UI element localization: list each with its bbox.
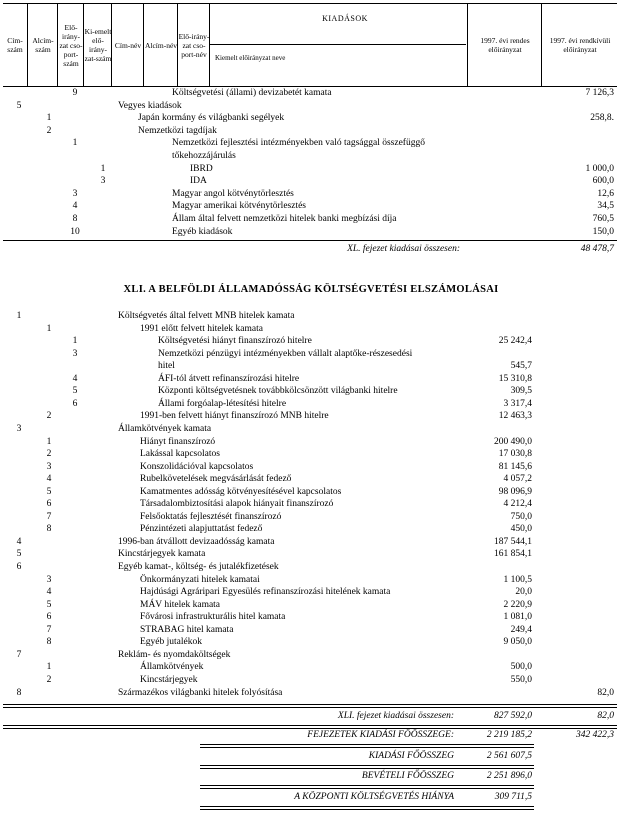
row-code-c2: 2 [46,411,52,422]
row-label: Származékos világbanki hitelek folyósítása [118,687,283,698]
row-amount-rendes: 500,0 [510,662,532,673]
row-label: Kamatmentes adósság kötvényesítésével kapcsolatos [140,486,342,497]
row-code-c2: 3 [46,461,52,472]
row-label: ÁFI-tól átvett refinanszírozási hitelre [158,373,300,384]
row-label: Hiányt finanszírozó [140,436,216,447]
summary-amount-rendes: 2 251 896,0 [486,771,532,781]
row-code-c2: 4 [46,474,52,485]
row-label: MÁV hitelek kamata [140,599,221,610]
row-code-c2: 7 [46,511,52,522]
summary-underline [200,785,534,789]
row-label: Magyar angol kötvénytörlesztés [172,188,294,199]
header-alcimnev: Alcím-név [143,4,178,86]
row-label: Nemzetközi tagdíjak [138,125,217,136]
row-amount-rendes: 98 096,9 [498,486,532,497]
summary-underline [200,744,534,748]
row-amount-rendes: 161 854,1 [494,549,532,560]
row-code-c3: 4 [72,373,78,384]
xli-section-title: XLI. A BELFÖLDI ÁLLAMADÓSSÁG KÖLTSÉGVETÉSI ELSZÁMOLÁSAI [123,284,499,295]
row-code-c2: 3 [46,574,52,585]
row-label: 1991-ben felvett hiányt finanszírozó MNB hitelre [140,411,329,422]
row-code-c2: 1 [46,323,52,334]
row-code-c3: 3 [72,348,78,359]
row-label: 1996-ban átvállott devizaadósság kamata [118,536,275,547]
summary-amount-rendkivuli: 342 422,3 [576,730,614,740]
row-label: IBRD [190,163,213,174]
row-code-c1: 8 [16,687,22,698]
summary-label: BEVÉTELI FŐÖSSZEG [361,771,454,781]
row-amount-rendkivuli: 7 126,3 [585,88,614,98]
row-label: Költségvetési (állami) devizabetét kamata [172,88,332,98]
row-code-c2: 1 [46,662,52,673]
header-cimszam: Cím-szám [7,36,23,54]
row-code-c1: 5 [16,549,22,560]
summary-amount-rendes: 2 219 185,2 [486,730,532,740]
row-label: tőkehozzájárulás [172,151,236,161]
row-label: Hajdúsági Agráripari Egyesülés refinanszírozási hitelének kamata [140,587,391,598]
row-amount-rendkivuli: 258,8. [590,113,614,124]
row-label: IDA [190,176,207,187]
row-amount-rendes: 12 463,3 [498,411,532,422]
row-label: Egyéb kiadások [172,226,233,237]
row-amount-rendes: 4 057,2 [503,474,532,485]
summary-label: FEJEZETEK KIADÁSI FŐÖSSZEGE: [307,730,454,740]
row-label: Lakással kapcsolatos [140,449,220,460]
row-amount-rendes: 15 310,8 [498,373,532,384]
row-code-c3: 10 [70,226,80,237]
header-kiadasok: KIADÁSOK [322,14,368,23]
row-label: Nemzetközi pénzügyi intézményekben vállalt alaptőke-részesedési [158,348,413,359]
summary-label: KIADÁSI FŐÖSSZEG [368,750,454,761]
summary-amount-rendes: 2 561 607,5 [486,750,532,761]
row-label: Központi költségvetésnek továbbkölcsönzött világbanki hitelre [158,386,398,397]
row-code-c3: 9 [72,88,78,98]
row-code-c3: 1 [72,336,78,347]
row-label: Pénzintézeti alapjuttatást fedező [140,524,263,535]
header-divider [210,44,466,45]
row-label: 1991 előtt felvett hitelek kamata [140,323,263,334]
row-amount-rendkivuli: 12,6 [597,188,614,199]
row-amount-rendkivuli: 600,0 [592,176,614,187]
row-code-c2: 6 [46,499,52,510]
header-rendkivuli: 1997. évi rendkívüli előirányzat [541,4,618,86]
row-code-c3: 5 [72,386,78,397]
row-amount-rendes: 200 490,0 [494,436,532,447]
summary-label: A KÖZPONTI KÖLTSÉGVETÉS HIÁNYA [294,791,454,802]
row-amount-rendes: 2 220,9 [503,599,532,610]
header-rendes: 1997. évi rendes előirányzat [467,4,542,86]
row-code-c4: 3 [100,176,106,187]
row-amount-rendes: 25 242,4 [498,336,532,347]
row-amount-rendes: 187 544,1 [494,536,532,547]
row-label: Költségvetés által felvett MNB hitelek kamata [118,311,295,321]
row-label: Magyar amerikai kötvénytörlesztés [172,201,307,212]
row-label: Állami forgóalap-létesítési hitelre [158,398,287,409]
header-eloiranyzat-csoportnev: Elő-irány-zat cso-port-név [177,4,210,86]
row-code-c2: 8 [46,524,52,535]
row-amount-rendes: 450,0 [510,524,532,535]
row-code-c2: 1 [46,113,52,124]
row-code-c2: 2 [46,674,52,685]
row-amount-rendkivuli: 1 000,0 [585,163,614,174]
row-label: Nemzetközi fejlesztési intézményekben való tagsággal összefüggő [172,138,425,149]
row-code-c2: 8 [46,637,52,648]
row-code-c2: 7 [46,624,52,635]
row-code-c2: 1 [46,436,52,447]
row-label: Konszolidációval kapcsolatos [140,461,254,472]
row-code-c1: 7 [16,649,22,660]
xl-total-rule [3,240,617,241]
row-code-c1: 6 [16,562,22,572]
row-label: Japán kormány és világbanki segélyek [138,113,285,124]
row-code-c2: 4 [46,587,52,598]
row-code-c1: 3 [16,423,22,434]
row-amount-rendkivuli: 82,0 [597,687,614,698]
row-code-c2: 6 [46,612,52,623]
row-code-c1: 5 [16,100,22,111]
summary-underline [200,806,534,810]
row-label: Felsőoktatás fejlesztését finanszírozó [140,511,282,522]
row-amount-rendes: 309,5 [510,386,532,397]
row-label: Társadalombiztosítási alapok hiányait finanszírozó [140,499,334,510]
row-label: Fővárosi infrastrukturális hitel kamata [140,612,286,623]
table-header [3,3,617,87]
row-code-c4: 1 [100,163,106,174]
row-code-c2: 2 [46,449,52,460]
row-amount-rendes: 249,4 [510,624,532,635]
row-amount-rendes: 9 050,0 [503,637,532,648]
xli-total-rule [3,704,617,708]
row-amount-rendes: 17 030,8 [498,449,532,460]
row-amount-rendes: 1 100,5 [503,574,532,585]
row-code-c2: 5 [46,486,52,497]
row-amount-rendes: 4 212,4 [503,499,532,510]
row-code-c3: 4 [72,201,78,212]
summary-underline [200,765,534,769]
row-label: Egyéb jutalékok [140,637,202,648]
xli-total-label: XLI. fejezet kiadásai összesen: [337,711,454,721]
xli-total-amount-a: 827 592,0 [494,711,532,721]
row-amount-rendes: 550,0 [510,674,532,685]
row-label: Kincstárjegyek [140,674,198,685]
row-label: Egyéb kamat-, költség- és jutalékfizetések [118,562,279,572]
row-amount-rendes: 545,7 [510,361,532,372]
row-amount-rendes: 20,0 [515,587,532,598]
row-label: Költségvetési hiányt finanszírozó hitelre [158,336,312,347]
row-amount-rendes: 3 317,4 [503,398,532,409]
row-amount-rendes: 1 081,0 [503,612,532,623]
row-amount-rendes: 750,0 [510,511,532,522]
row-code-c1: 1 [16,311,22,321]
xl-total-amount: 48 478,7 [580,244,614,254]
row-code-c3: 6 [72,398,78,409]
summary-amount-rendes: 309 711,5 [494,791,532,802]
row-label: Reklám- és nyomdaköltségek [118,649,231,660]
xl-total-label: XL. fejezet kiadásai összesen: [347,244,460,254]
row-amount-rendes: 81 145,6 [498,461,532,472]
row-code-c1: 4 [16,536,22,547]
row-code-c3: 1 [72,138,78,149]
row-code-c2: 2 [46,125,52,136]
row-amount-rendkivuli: 760,5 [592,214,614,224]
row-label: Kincstárjegyek kamata [118,549,206,560]
header-kiemelt-eloiranyzat-szam: Ki-emelt elő-irány-zat-szám [83,4,112,86]
header-cimnev: Cím-név [111,4,144,86]
row-label: Államkötvények [140,662,204,673]
row-label: Államkötvények kamata [118,423,212,434]
header-eloiranyzat-csoportszam: Elő-irány-zat cso-port-szám [57,4,84,86]
row-code-c3: 8 [72,214,78,224]
row-label: Állam által felvett nemzetközi hitelek banki megbízási díja [172,214,397,224]
header-kiemelt-nev: Kiemelt előirányzat neve [215,54,286,62]
row-code-c2: 5 [46,599,52,610]
xli-total-amount-b: 82,0 [597,711,614,721]
row-label: Rubelkövetelések megvásárlását fedező [140,474,292,485]
header-alcimszam: Alcím-szám [27,4,58,86]
row-code-c3: 3 [72,188,78,199]
row-label: hitel [158,361,175,372]
row-label: STRABAG hitel kamata [140,624,234,635]
row-label: Önkormányzati hitelek kamatai [140,574,260,585]
row-label: Vegyes kiadások [118,100,182,111]
row-amount-rendkivuli: 34,5 [597,201,614,212]
row-amount-rendkivuli: 150,0 [592,226,614,237]
